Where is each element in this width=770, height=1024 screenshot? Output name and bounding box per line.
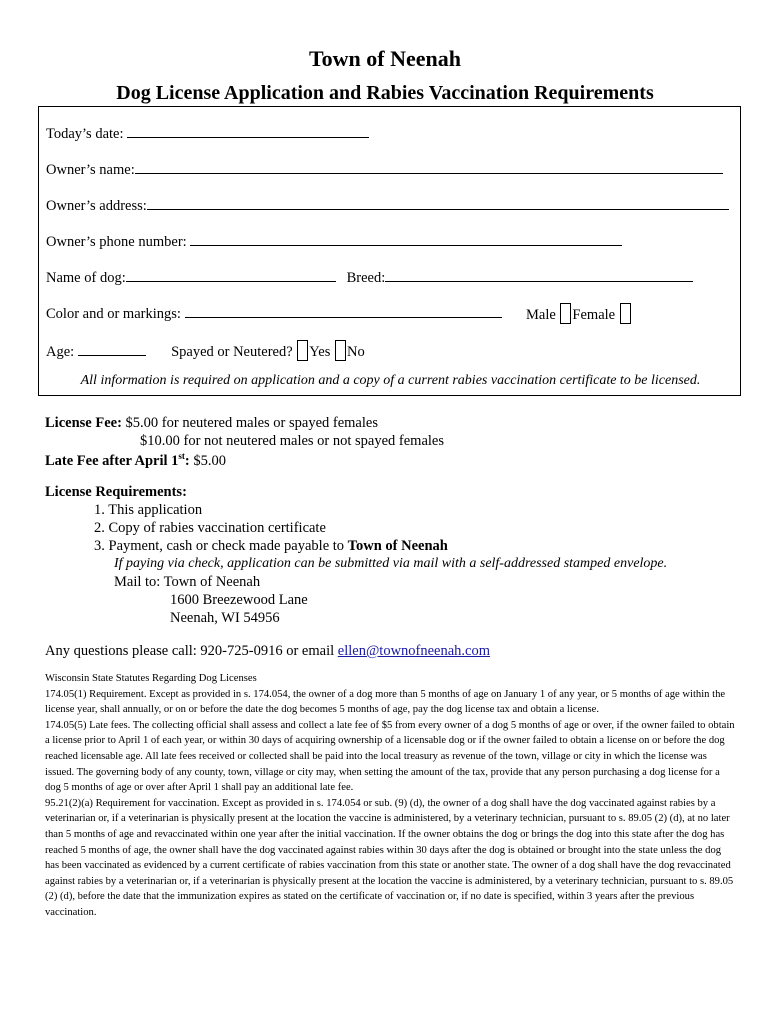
dog-name-label: Name of dog: [46, 270, 126, 286]
sex-row [526, 303, 632, 324]
late-fee-row [45, 451, 226, 470]
age-field[interactable] [78, 341, 146, 356]
color-field[interactable] [185, 303, 502, 318]
male-label: Male [526, 307, 556, 323]
required-info-note: All information is required on application and a copy of a current rabies vaccination certificate to be licensed. [80, 373, 701, 388]
statute-174-05-1: 174.05(1) Requirement. Except as provided in s. 174.054, the owner of a dog more than 5 months of age on January 1 of any year, or 5 months of age within the license year, shall annually, or on or before the date the dog becomes 5 months of age, pay the dog license tax and obtain a license. [45, 688, 726, 716]
statutes-section [45, 671, 735, 921]
dog-name-row [46, 267, 693, 287]
owner-name-field[interactable] [135, 159, 723, 174]
dog-name-field[interactable] [126, 267, 336, 282]
requirement-item: 1. This application [94, 502, 203, 518]
form-subtitle: Dog License Application and Rabies Vaccination Requirements [116, 82, 654, 104]
todays-date-field[interactable] [127, 123, 369, 138]
requirements-heading: License Requirements: [45, 484, 187, 500]
license-fee-label: License Fee: [45, 415, 122, 431]
owner-address-row [46, 195, 729, 215]
breed-label: Breed: [346, 270, 386, 286]
age-row [46, 340, 365, 361]
no-checkbox[interactable] [335, 340, 346, 361]
mail-note: If paying via check, application can be submitted via mail with a self-addressed stamped envelope. [114, 556, 668, 571]
late-fee-label: Late Fee after April 1st: [45, 451, 190, 469]
statute-174-05-5: 174.05(5) Late fees. The collecting official shall assess and collect a late fee of $5 from every owner of a dog 5 months of age or over, if the owner failed to obtain a license prior to April 1 of each year, or within 30 days of acquiring ownership of a licensable dog or if the owner failed to obtain a license on or before the dog reached licensable age. All late fees received or collected shall be paid into the local treasury as revenue of the town, village or city in which the license was issued. The governing body of any county, town, village or city may, when setting the amount of the tax, provide that any person purchasing a dog license for a dog 5 months of age or over after April 1 shall pay an additional late fee. [45, 719, 735, 794]
color-label: Color and or markings: [46, 306, 181, 322]
late-fee-value: $5.00 [193, 452, 227, 469]
todays-date-row [46, 123, 369, 143]
owner-address-field[interactable] [147, 195, 729, 210]
contact-text: Any questions please call: 920-725-0916 or email [45, 643, 335, 659]
requirement-item: 3. Payment, cash or check made payable to Town of Neenah [94, 538, 448, 554]
spayed-label: Spayed or Neutered? [171, 344, 293, 360]
mail-to: Mail to: Town of Neenah [114, 574, 261, 590]
license-fee-row [45, 415, 378, 432]
application-form-box [38, 106, 741, 396]
color-row [46, 303, 502, 323]
male-checkbox[interactable] [560, 303, 571, 324]
todays-date-label: Today’s date: [46, 126, 124, 142]
statute-95-21-2a: 95.21(2)(a) Requirement for vaccination. Except as provided in s. 174.054 or sub. (9) (d), the owner of a dog shall have the dog vaccinated against rabies by a veterinarian or, if a veterinarian is physically present at the location the vaccine is administered, by a veterinary technician, pursuant to s. 89.05 (2) (d), at no later than 5 months of age and revaccinated within one year after the initial vaccination. If the owner obtains the dog or brings the dog into this state after the dog has reached 5 months of age, the owner shall have the dog vaccinated against rabies within 30 days after the dog is obtained or brought into the state unless the dog has been vaccinated as evidenced by a current certificate of rabies vaccination from this state or another state. The owner of a dog shall have the dog revaccinated against rabies by a veterinarian or, if a veterinarian is physically present at the location the vaccine is administered, by a veterinary technician, pursuant to s. 89.05 (2) (d), before the date that the immunization expires as stated on the certificate of vaccination or, if no date is specified, within 3 years after the previous vaccination. [45, 797, 734, 918]
owner-name-row [46, 159, 723, 179]
page-title: Town of Neenah [309, 46, 461, 71]
email-link[interactable]: ellen@townofneenah.com [337, 643, 491, 659]
owner-phone-label: Owner’s phone number: [46, 234, 187, 250]
contact-row [45, 643, 490, 660]
owner-name-label: Owner’s name: [46, 162, 135, 178]
owner-phone-field[interactable] [190, 231, 622, 246]
no-label: No [347, 344, 365, 360]
age-label: Age: [46, 344, 75, 360]
female-checkbox[interactable] [620, 303, 631, 324]
female-label: Female [572, 307, 616, 323]
owner-phone-row [46, 231, 622, 251]
requirement-item: 2. Copy of rabies vaccination certificate [94, 520, 326, 536]
fee-neutered: $5.00 for neutered males or spayed females [125, 415, 378, 431]
breed-field[interactable] [385, 267, 693, 282]
fee-not-neutered: $10.00 for not neutered males or not spayed females [140, 433, 445, 449]
yes-label: Yes [309, 344, 331, 360]
owner-address-label: Owner’s address: [46, 198, 147, 214]
yes-checkbox[interactable] [297, 340, 308, 361]
mail-address-line2: Neenah, WI 54956 [170, 610, 280, 626]
mail-address-line1: 1600 Breezewood Lane [170, 592, 308, 608]
statutes-heading: Wisconsin State Statutes Regarding Dog Licenses [45, 673, 257, 684]
